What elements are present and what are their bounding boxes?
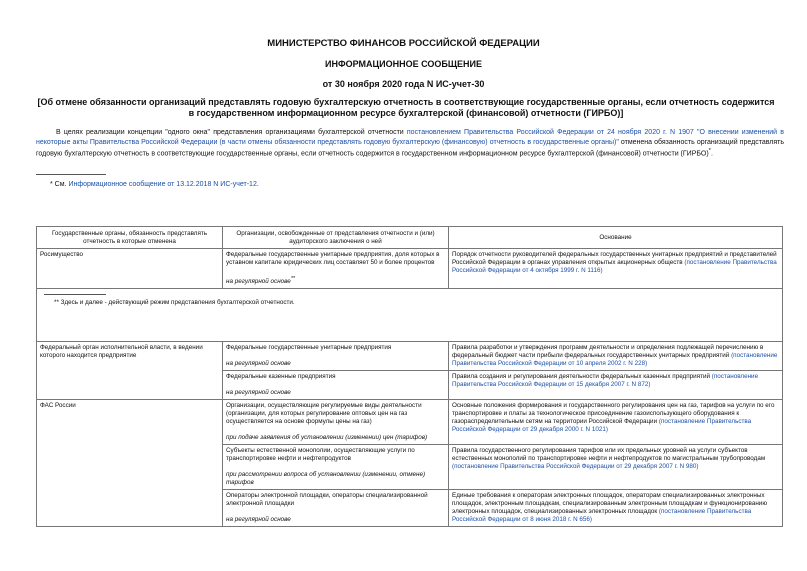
basis-text: Единые требования к операторам электронных площадок, операторам специализированных электронных площадок, электронным площадкам, специализированным электронным площадкам и функционированию электронных площадок, специализированных электронных площадок xyxy=(452,492,768,516)
basis-text: Порядок отчетности руководителей федеральных государственных унитарных предприятий и представителей Российской Федерации в органах управления открытых акционерных обществ xyxy=(452,251,777,266)
intro-text-1: В целях реализации концепции "одного окна" представления организациями бухгалтерской отчетности xyxy=(56,129,407,136)
table-header-row xyxy=(37,227,783,249)
footnote-row xyxy=(37,289,783,342)
basis-cell xyxy=(449,490,783,527)
table-row xyxy=(37,249,783,289)
header-organs: Государственные органы, обязанность представлять отчетность в которые отменена xyxy=(37,227,223,249)
intro-footnote-mark[interactable]: * xyxy=(708,148,711,154)
org-note: при рассмотрении вопроса об установлении (изменении, отмене) тарифов xyxy=(226,471,426,487)
basis-link[interactable]: (постановление Правительства Российской Федерации от 4 октября 1999 г. N 1116) xyxy=(452,259,777,274)
organ-cell: Федеральный орган исполнительной власти, в ведении которого находится предприятие xyxy=(37,342,223,400)
date-number-heading: от 30 ноября 2020 года N ИС-учет-30 xyxy=(322,79,485,89)
basis-link[interactable]: (постановление Правительства Российской Федерации от 29 декабря 2000 г. N 1021) xyxy=(452,418,752,434)
footnote-1-link[interactable]: Информационное сообщение от 13.12.2018 N ИС-учет-12 xyxy=(68,181,257,188)
org-text: Федеральные государственные унитарные предприятия, доля которых в уставном капитале юридических лиц составляет 50 и более процентов xyxy=(226,251,440,266)
basis-text: Правила государственного регулирования тарифов или их предельных уровней на услуги субъектов естественных монополий по транспортировке нефти и нефтепродуктов по магистральным трубопроводам xyxy=(452,447,766,463)
doc-type-heading: ИНФОРМАЦИОННОЕ СООБЩЕНИЕ xyxy=(325,59,482,69)
table-row xyxy=(37,342,783,371)
basis-link[interactable]: (постановление Правительства Российской Федерации от 15 декабря 2007 г. N 872) xyxy=(452,373,759,389)
basis-text: Основные положения формирования и государственного регулирования цен на газ, тарифов на услуги по его транспортировке и платы за технологическое присоединение газоиспользующего оборудования к газораспределительным сетям на территории Российской Федерации xyxy=(452,402,775,426)
agencies-table xyxy=(36,226,783,527)
footnote-divider xyxy=(36,174,106,175)
header-basis: Основание xyxy=(449,227,783,249)
footnote-1 xyxy=(50,181,259,188)
basis-text: Правила разработки и утверждения программ деятельности и определения подлежащей перечислению в федеральный бюджет части прибыли федеральных государственных унитарных предприятий xyxy=(452,344,764,360)
org-cell xyxy=(223,445,449,490)
org-cell xyxy=(223,342,449,371)
basis-cell xyxy=(449,342,783,371)
org-cell xyxy=(223,400,449,445)
organ-cell: Росимущество xyxy=(37,249,223,289)
basis-cell xyxy=(449,249,783,289)
org-text: Федеральные государственные унитарные предприятия xyxy=(226,344,392,352)
basis-cell xyxy=(449,445,783,490)
org-note: на регулярной основе xyxy=(226,389,291,397)
basis-cell xyxy=(449,371,783,400)
header-organizations: Организации, освобожденные от представления отчетности и (или) аудиторского заключения о ней xyxy=(223,227,449,249)
intro-paragraph xyxy=(36,128,784,159)
org-cell xyxy=(223,249,449,289)
org-text: Организации, осуществляющие регулируемые виды деятельности (организации, для которых регулирование оптовых цен на газ осуществляется на основе формулы цены на газ) xyxy=(226,402,422,426)
org-cell xyxy=(223,490,449,527)
footnote-2: ** Здесь и далее - действующий режим представления бухгалтерской отчетности. xyxy=(54,299,295,307)
org-note: при подаче заявления об установлении (изменении) цен (тарифов) xyxy=(226,434,428,442)
org-text: Операторы электронной площадки, операторы специализированной электронной площадки xyxy=(226,492,428,508)
footnote-2-divider xyxy=(44,294,106,295)
basis-link[interactable]: (постановление Правительства Российской Федерации от 8 июня 2018 г. N 656) xyxy=(452,508,752,524)
organ-cell: ФАС России xyxy=(37,400,223,527)
subject-heading: [Об отмене обязанности организаций представлять годовую бухгалтерскую отчетность в соответствующие государственные органы, если отчетность содержится в государственном информационном ресурсе бухгалтерской (финансовой) отчетности (ГИРБО)] xyxy=(37,97,775,118)
org-note: на регулярной основе xyxy=(226,516,291,524)
footnote-2-cell xyxy=(37,289,783,342)
ministry-heading: МИНИСТЕРСТВО ФИНАНСОВ РОССИЙСКОЙ ФЕДЕРАЦИИ xyxy=(267,38,540,49)
basis-link[interactable]: (постановление Правительства Российской Федерации от 10 апреля 2002 г. N 228) xyxy=(452,352,778,368)
org-note xyxy=(226,275,445,286)
basis-cell xyxy=(449,400,783,445)
org-note: на регулярной основе xyxy=(226,360,291,368)
basis-text: Правила создания и регулирования деятельности федеральных казенных предприятий xyxy=(452,373,712,381)
basis-link[interactable]: (постановление Правительства Российской Федерации от 29 декабря 2007 г. N 980) xyxy=(452,463,699,471)
footnote-1-prefix: * См. xyxy=(50,181,69,188)
table-row xyxy=(37,400,783,445)
org-text: Субъекты естественной монополии, осуществляющие услуги по транспортировке нефти и нефтепродуктов xyxy=(226,447,415,463)
intro-resolution-link[interactable]: постановлением Правительства Российской Федерации от 24 ноября 2020 г. N 1907 "О внесении изменений в некоторые акты Правительства Российской Федерации (в части отмены обязанности представлять годовую бухгалтерскую (финансовую) отчетность в государственные органы)" xyxy=(36,129,784,146)
footnote-1-suffix: . xyxy=(256,181,259,188)
intro-text-2: отменена обязанность организаций представлять годовую бухгалтерскую отчетность в соответствующие государственные органы, если отчетность содержится в государственном информационном ресурсе бухгалтерской (финансовой) отчетности (ГИРБО) xyxy=(36,138,784,158)
org-cell xyxy=(223,371,449,400)
org-text: Федеральные казенные предприятия xyxy=(226,373,336,381)
org-note-text: на регулярной основе xyxy=(226,278,291,286)
org-note-footnote-mark[interactable]: ** xyxy=(290,276,295,282)
intro-end: . xyxy=(710,150,713,158)
